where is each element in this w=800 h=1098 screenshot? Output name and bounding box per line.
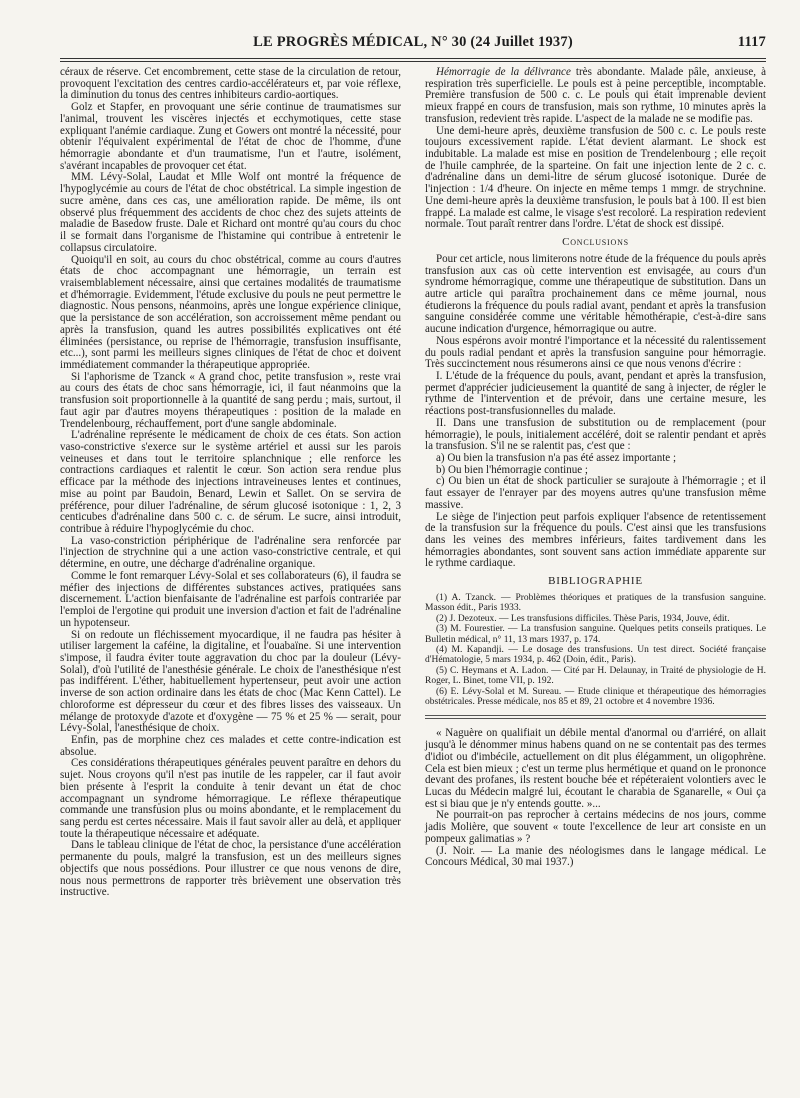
bibliography-entry: (1) A. Tzanck. — Problèmes théoriques et pratiques de la transfusion sanguine. Masson édit., Paris 1933.: [425, 592, 766, 614]
journal-title: LE PROGRÈS MÉDICAL, N° 30 (24 Juillet 1937): [253, 34, 573, 50]
observation-paragraph: Une demi-heure après, deuxième transfusion de 500 c. c. Le pouls reste toujours excessivement rapide. L'état devient alarmant. Le shock est indubitable. La malade est mise en position de Trendelenbourg ; elle reçoit de l'huile camphrée, de la sparteine. On fait une injection lente de 2 c. c. d'adrénaline dans un demi-litre de sérum glucosé isotonique. Durée de l'injection : 1/4 d'heure. On injecte en même temps 1 mmgr. de strychnine. Une demi-heure après la deuxième transfusion, le pouls bat à 100. Il est bien frappé. La malade est calme, le visage s'est recoloré. La respiration redevient normale. Tout paraît rentrer dans l'ordre. L'état de shock est dissipé.: [425, 124, 766, 231]
paragraph: Quoiqu'il en soit, au cours du choc obstétrical, comme au cours d'autres états de choc accompagnant une hémorragie, un terrain est vraisemblablement nécessaire, ainsi que certaines modalités de traumatisme et d'hémorragie. Evidemment, l'étude exclusive du pouls ne peut permettre le diagnostic. Nous pensons, néanmoins, après une longue expérience clinique, que la persistance de son accélération, son accroissement même pendant ou après la transfusion, quand les autres possibilités explicatives ont été éliminées (persistance, ou reprise de l'hémorragie, transfusion insuffisante, etc...), sont parmi les meilleurs signes cliniques de l'état de choc et doivent immédiatement commander la thérapeutique appropriée.: [60, 253, 401, 371]
paragraph: MM. Lévy-Solal, Laudat et Mlle Wolf ont montré la fréquence de l'hypoglycémie au cours de l'état de choc obstétrical. La simple ingestion de sucre amène, dans ces cas, une amélioration rapide. De même, ils ont observé plus fréquemment des accidents de choc chez des sujets atteints de maladie de Basedow fruste. Dale et Richard ont montré qu'au cours du choc il se formait dans l'organisme de l'histamine qui contribue à entretenir le collapsus circulatoire.: [60, 171, 401, 254]
conclusion-paragraph: Le siège de l'injection peut parfois expliquer l'absence de retentissement de la transfusion sur la fréquence du pouls. C'est ainsi que les transfusions dans les veines des membres inférieurs, faites tardivement dans les hémorragies abondantes, sont souvent sans action immédiate apparente sur le rythme cardiaque.: [425, 510, 766, 570]
quote-source: (J. Noir. — La manie des néologismes dans le langage médical. Le Concours Médical, 30 mai 1937.): [425, 844, 766, 869]
paragraph: Comme le font remarquer Lévy-Solal et ses collaborateurs (6), il faudra se méfier des injections de différentes substances actives, pratiquées sans discernement. L'action bienfaisante de l'adrénaline est parfois contrariée par l'emploi de l'ergotine qui produit une inversion d'action et fait de l'adrénaline un hypotenseur.: [60, 569, 401, 629]
conclusion-item: c) Ou bien un état de shock particulier se surajoute à l'hémorragie ; et il faut essayer de l'enrayer par des moyens autres qu'une transfusion même massive.: [425, 475, 766, 511]
bibliography-heading: BIBLIOGRAPHIE: [548, 575, 643, 588]
section-divider-double: [425, 718, 766, 719]
paragraph: Golz et Stapfer, en provoquant une série continue de traumatismes sur l'animal, trouvent les viscères injectés et ecchymotiques, cette stase expliquant l'anémie cardiaque. Zung et Gowers ont montré la nécessité, pour obtenir l'équivalent expérimental de l'état de choc de l'homme, d'une hémorragie abondante et d'un traumatisme, l'un et l'autre, isolément, s'avérant incapables de provoquer cet état.: [60, 101, 401, 172]
right-column: [425, 67, 766, 869]
quote-block: [425, 728, 766, 869]
page-header: [60, 34, 766, 54]
bibliography-list: [425, 593, 766, 707]
header-rule: [60, 58, 766, 59]
paragraph: Si l'aphorisme de Tzanck « A grand choc, petite transfusion », reste vrai au cours des états de choc sans hémorragie, ici, il faut néanmoins que la transfusion soit proportionnelle à la quantité de sang perdu ; mais, surtout, il faut agir par d'autres moyens thérapeutiques : position de la malade en Trendelenbourg, réchauffement, port d'une sangle abdominale.: [60, 370, 401, 430]
paragraph: Dans le tableau clinique de l'état de choc, la persistance d'une accélération permanente du pouls, malgré la transfusion, est un des meilleurs signes objectifs que nous possédions. Pour illustrer ce que nous venons de dire, nous nous permettrons de rapporter très brièvement une observation très instructive.: [60, 839, 401, 899]
page-number: 1117: [737, 34, 766, 50]
paragraph: céraux de réserve. Cet encombrement, cette stase de la circulation de retour, provoquent l'excitation des centres cardio-accélérateurs et, par voie réflexe, la diminution du tonus des centres inhibiteurs cardio-aortiques.: [60, 66, 401, 102]
paragraph: L'adrénaline représente le médicament de choix de ces états. Son action vaso-constrictive s'exerce sur le système artériel et aussi sur les parois veineuses et dans tout le territoire splanchnique ; elle renforce les contractions cardiaques et ralentit le cœur. Son action sera rendue plus efficace par la méthode des injections intraveineuses lentes et continues, mise au point par Baudoin, Benard, Lewin et Sallet. On se servira de préférence, pour diluer l'adrénaline, de sérum glucosé isotonique : 1, 2, 3 centicubes d'adrénaline dans 500 c. c. de sérum. Le sucre, ainsi introduit, contribue à réduire l'hypoglycémie du choc.: [60, 429, 401, 536]
conclusion-paragraph: I. L'étude de la fréquence du pouls, avant, pendant et après la transfusion, permet d'apprécier judicieusement la quantité de sang à injecter, de régler le rythme de l'intervention et de prévoir, dans une certaine mesure, les réactions post-transfusionnelles du malade.: [425, 369, 766, 418]
conclusions-heading: Conclusions: [562, 236, 629, 249]
conclusion-paragraph: Nous espérons avoir montré l'importance et la nécessité du ralentissement du pouls radial pendant et après la transfusion sanguine pour hémorragie. Très succinctement nous résumerons ainsi ce que nous venons d'écrire :: [425, 334, 766, 371]
header-rule-double: [60, 61, 766, 62]
paragraph: La vaso-constriction périphérique de l'adrénaline sera renforcée par l'injection de strychnine qui a une action vaso-constrictive centrale, et qui détermine, en outre, une décharge d'adrénaline organique.: [60, 534, 401, 571]
left-column: [60, 67, 401, 899]
conclusion-item: b) Ou bien l'hémorragie continue ;: [436, 463, 588, 476]
bibliography-entry: (6) E. Lévy-Solal et M. Sureau. — Etude clinique et thérapeutique des hémorragies obstétricales. Presse médicale, nos 85 et 89, 21 octobre et 4 novembre 1936.: [425, 686, 766, 707]
conclusion-paragraph: II. Dans une transfusion de substitution ou de remplacement (pour hémorragie), le pouls, initialement accéléré, doit se ralentir pendant et après la transfusion. S'il ne se ralentit pas, c'est que :: [425, 416, 766, 453]
observation-paragraph: Hémorragie de la délivrance très abondante. Malade pâle, anxieuse, à respiration très superficielle. Le pouls est à peine perceptible, incomptable. Première transfusion de 500 c. c. Le pouls qui était imprenable devient mieux frappé en cours de transfusion, mais son rythme, 10 minutes après la transfusion, redevient très rapide. L'aspect de la malade ne se modifie pas.: [425, 66, 766, 125]
quote-paragraph: Ne pourrait-on pas reprocher à certains médecins de nos jours, comme jadis Molière, que souvent « toute l'excellence de leur art consiste en un pompeux galimatias » ?: [425, 809, 766, 845]
bibliography-entry: (2) J. Dezoteux. — Les transfusions difficiles. Thèse Paris, 1934, Jouve, édit.: [436, 613, 730, 624]
paragraph: Ces considérations thérapeutiques générales peuvent paraître en dehors du sujet. Nous croyons qu'il n'est pas inutile de les rappeler, car il faut avoir bien présente à l'esprit la conduite à tenir devant un état de choc accompagnant un syndrome hémorragique. Le réflexe thérapeutique commande une transfusion plus ou moins abondante, et le remplacement du sang perdu est certes nécessaire. Mais il faut savoir aller au delà, et appliquer toute la thérapeutique nécessaire et adéquate.: [60, 757, 401, 840]
bibliography-entry: (5) C. Heymans et A. Ladon. — Cité par H. Delaunay, in Traité de physiologie de H. Roger, L. Binet, tome VII, p. 192.: [425, 665, 766, 687]
conclusion-item: a) Ou bien la transfusion n'a pas été assez importante ;: [436, 452, 677, 464]
paragraph: Si on redoute un fléchissement myocardique, il ne faudra pas hésiter à utiliser largement la caféine, la digitaline, et l'ouabaïne. Si une intervention s'impose, il faudra éviter toute aggravation du choc par la douleur (Lévy-Solal), d'où l'utilité de l'anesthésie générale. Le choix de l'anesthésique n'est pas indifférent. L'éther, habituellement hypertenseur, peut avoir une action inverse de son action ordinaire dans les états de choc (Mac Kenn Cattel). Le chloroforme est dépresseur du cœur et des fibres lisses des vaisseaux. Un mélange de protoxyde d'azote et d'oxygène — 75 % et 25 % — serait, pour Lévy-Solal, l'anesthésique de choix.: [60, 628, 401, 735]
section-divider: [425, 715, 766, 716]
conclusion-paragraph: Pour cet article, nous limiterons notre étude de la fréquence du pouls après transfusion aux cas où cette intervention est envisagée, au cours d'un syndrome hémorragique, comme une thérapeutique de substitution. Dans un autre article qui paraîtra prochainement dans ce même journal, nous étudierons la fréquence du pouls radial avant, pendant et après la transfusion sanguine considérée comme une véritable hémothérapie, c'est-à-dire sans aucune indication d'urgence, hémorragique ou autre.: [425, 252, 766, 336]
bibliography-entry: (3) M. Fourestier. — La transfusion sanguine. Quelques petits conseils pratiques. Le Bulletin médical, n° 11, 13 mars 1937, p. 174.: [425, 624, 766, 645]
quote-paragraph: « Naguère on qualifiait un débile mental d'anormal ou d'arriéré, on allait jusqu'à le dénommer minus habens quand on ne se contentait pas des termes d'idiot ou d'imbécile, actuellement on dit plus élégamment, un oligophrène. Cela est bien mieux ; c'est un terme plus hermétique et quand on le prononce devant des profanes, ils restent bouche bée et répéteraient volontiers avec le Lucas du Médecin malgré lui, écoutant le charabia de Sganarelle, « Oui ça est si biau que je n'y entends goutte. »...: [425, 727, 766, 810]
paragraph: Enfin, pas de morphine chez ces malades et cette contre-indication est absolue.: [60, 733, 401, 758]
bibliography-entry: (4) M. Kapandji. — Le dosage des transfusions. Un test direct. Société française d'Hématologie, 5 mars 1934, p. 462 (Doin, édit., Paris).: [425, 644, 766, 666]
